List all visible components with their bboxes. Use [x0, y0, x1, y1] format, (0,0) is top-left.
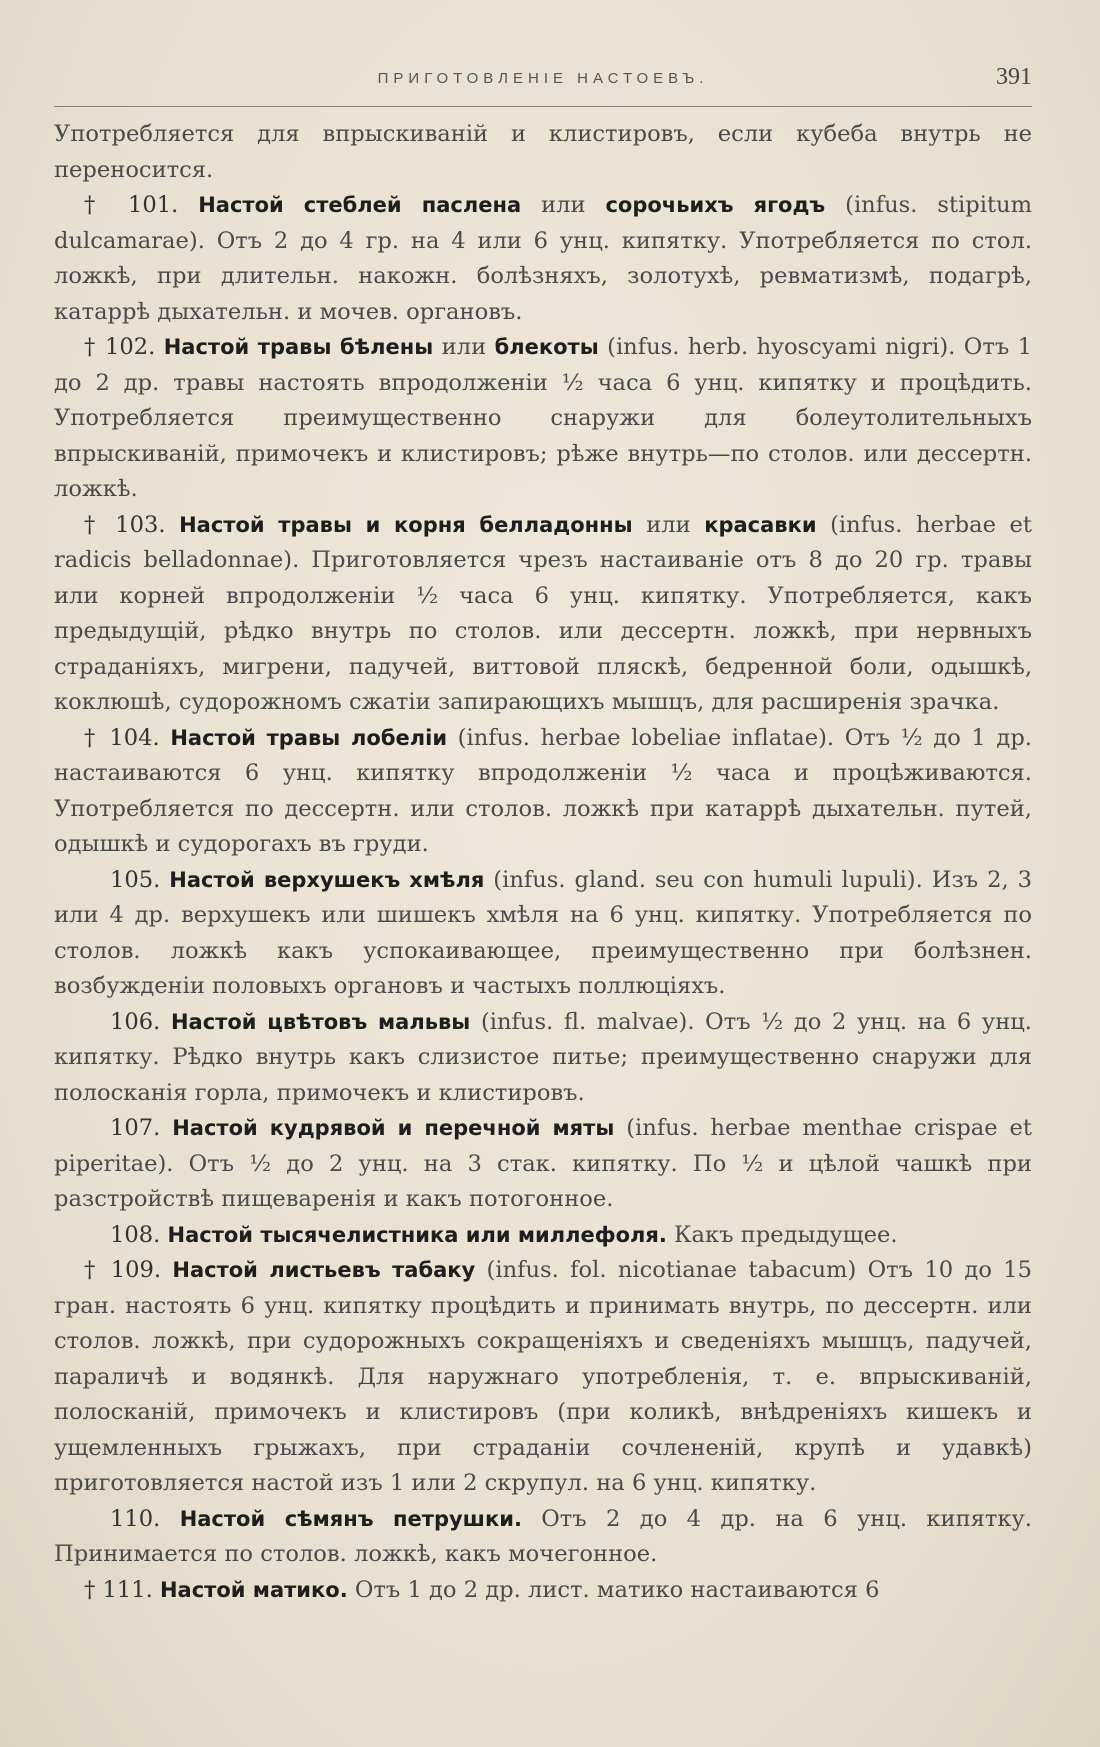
entry-title: Настой травы бѣлены	[163, 335, 434, 359]
entry-title-alt: сорочьихъ ягодъ	[605, 193, 826, 217]
entry-title: Настой листьевъ табаку	[172, 1258, 476, 1282]
entry-105	[54, 863, 1032, 1005]
entry-text: Какъ предыдущее.	[666, 1221, 898, 1248]
entry-number: † 101.	[84, 192, 179, 218]
paragraph-text: Употребляется для впрыскиваній и клистировъ, если кубеба внутрь не переносится.	[54, 121, 1032, 183]
entry-number: † 103.	[84, 511, 166, 538]
entry-number: † 102.	[84, 334, 156, 360]
entry-title: Настой тысячелистника или миллефоля.	[167, 1222, 667, 1247]
entry-text: (infus. fl. malvae). Отъ ½ до 2 унц. на 6 унц. кипятку. Рѣдко внутрь какъ слизистое питье; преимущественно снаружи для полосканія горла, примочекъ и клистировъ.	[54, 1008, 1032, 1106]
entry-connector: или	[433, 334, 495, 360]
entry-number: † 111.	[84, 1576, 153, 1603]
entry-text: (infus. gland. seu con humuli lupuli). Изъ 2, 3 или 4 др. верхушекъ или шишекъ хмѣля на 6 унц. кипятку. Употребляется по столов. ложкѣ какъ успокаивающее, преимущественно при болѣзнен. возбужденіи половыхъ органовъ и частыхъ поллюціяхъ.	[54, 866, 1032, 999]
entry-text: Отъ 1 до 2 др. лист. матико настаиваются 6	[347, 1576, 880, 1603]
entry-title: Настой матико.	[159, 1577, 348, 1602]
entry-title: Настой стеблей паслена	[198, 193, 522, 217]
entry-text: (infus. fol. nicotianae tabacum) Отъ 10 до 15 гран. настоять 6 унц. кипятку процѣдить и принимать внутрь, по дессертн. или столов. ложкѣ, при судорожныхъ сокращеніяхъ и сведеніяхъ мышцъ, падучей, параличѣ и водянкѣ. Для наружнаго употребленія, т. е. впрыскиваній, полосканій, примочекъ и клистировъ (при коликѣ, внѣдреніяхъ кишекъ и ущемленныхъ грыжахъ, при страданіи сочлененій, крупѣ и удавкѣ) приготовляется настой изъ 1 или 2 скрупул. на 6 унц. кипятку.	[54, 1257, 1032, 1496]
entry-title: Настой травы лобеліи	[170, 725, 448, 750]
entry-text: (infus. stipitum dulcamarae). Отъ 2 до 4 гр. на 4 или 6 унц. кипятку. Употребляется по стол. ложкѣ, при длительн. накожн. болѣзняхъ, золотухѣ, ревматизмѣ, подагрѣ, катаррѣ дыхательн. и мочев. органовъ.	[54, 192, 1032, 325]
entry-107	[54, 1111, 1032, 1218]
entry-number: 108.	[110, 1221, 161, 1248]
entry-title-alt: блекоты	[494, 335, 599, 359]
page-body	[54, 117, 1032, 1608]
entry-title: Настой травы и корня белладонны	[179, 512, 633, 537]
entry-text: (infus. herb. hyoscyami nigri). Отъ 1 до 2 др. травы настоять впродолженіи ½ часа 6 унц. кипятку и процѣдить. Употребляется преимущественно снаружи для болеутолительныхъ впрыскиваній, примочекъ и клистировъ; рѣже внутрь—по столов. или дессертн. ложкѣ.	[54, 334, 1032, 502]
entry-text: (infus. herbae et radicis belladonnae). Приготовляется чрезъ настаиваніе отъ 8 до 20 гр. травы или корней впродолженіи ½ часа 6 унц. кипятку. Употребляется, какъ предыдущій, рѣдко внутрь по столов. или дессертн. ложкѣ, при нервныхъ страданіяхъ, мигрени, падучей, виттовой пляскѣ, бедренной боли, одышкѣ, коклюшѣ, судорожномъ сжатіи запирающихъ мышцъ, для расширенія зрачка.	[54, 511, 1032, 715]
entry-text: (infus. herbae lobeliae inflatae). Отъ ½ до 1 др. настаиваются 6 унц. кипятку впродолженіи ½ часа и процѣживаются. Употребляется по дессертн. или столов. ложкѣ при катаррѣ дыхательн. путей, одышкѣ и судорогахъ въ груди.	[54, 724, 1032, 857]
entry-102	[54, 330, 1032, 508]
entry-title: Настой верхушекъ хмѣля	[169, 867, 485, 892]
entry-number: 105.	[110, 866, 161, 893]
entry-title-alt: красавки	[704, 512, 817, 537]
entry-101	[54, 188, 1032, 330]
entry-title: Настой сѣмянъ петрушки.	[179, 1506, 522, 1531]
entry-108	[54, 1218, 1032, 1254]
entry-number: † 109.	[84, 1257, 162, 1283]
entry-title: Настой кудрявой и перечной мяты	[172, 1116, 615, 1140]
entry-number: 106.	[110, 1008, 161, 1035]
entry-104	[54, 721, 1032, 863]
entry-number: 110.	[110, 1505, 161, 1532]
entry-111	[54, 1573, 1032, 1609]
entry-text: (infus. herbae menthae crispae et piperitae). Отъ ½ до 2 унц. на 3 стак. кипятку. По ½ и цѣлой чашкѣ при разстройствѣ пищеваренія и какъ потогонное.	[54, 1115, 1032, 1212]
entry-110	[54, 1502, 1032, 1573]
paragraph-continuation	[54, 117, 1032, 188]
page-number: 391	[996, 64, 1032, 90]
entry-number: † 104.	[84, 724, 160, 751]
entry-109	[54, 1253, 1032, 1502]
running-head: ПРИГОТОВЛЕНІЕ НАСТОЕВЪ.	[377, 70, 709, 87]
entry-connector: или	[632, 511, 705, 538]
entry-text: Отъ 2 до 4 др. на 6 унц. кипятку. Принимается по столов. ложкѣ, какъ мочегонное.	[54, 1505, 1032, 1567]
entry-number: 107.	[110, 1115, 161, 1141]
entry-connector: или	[521, 192, 606, 218]
entry-106	[54, 1005, 1032, 1112]
entry-title: Настой цвѣтовъ мальвы	[170, 1009, 471, 1034]
entry-103	[54, 508, 1032, 721]
page-header	[54, 66, 1032, 107]
